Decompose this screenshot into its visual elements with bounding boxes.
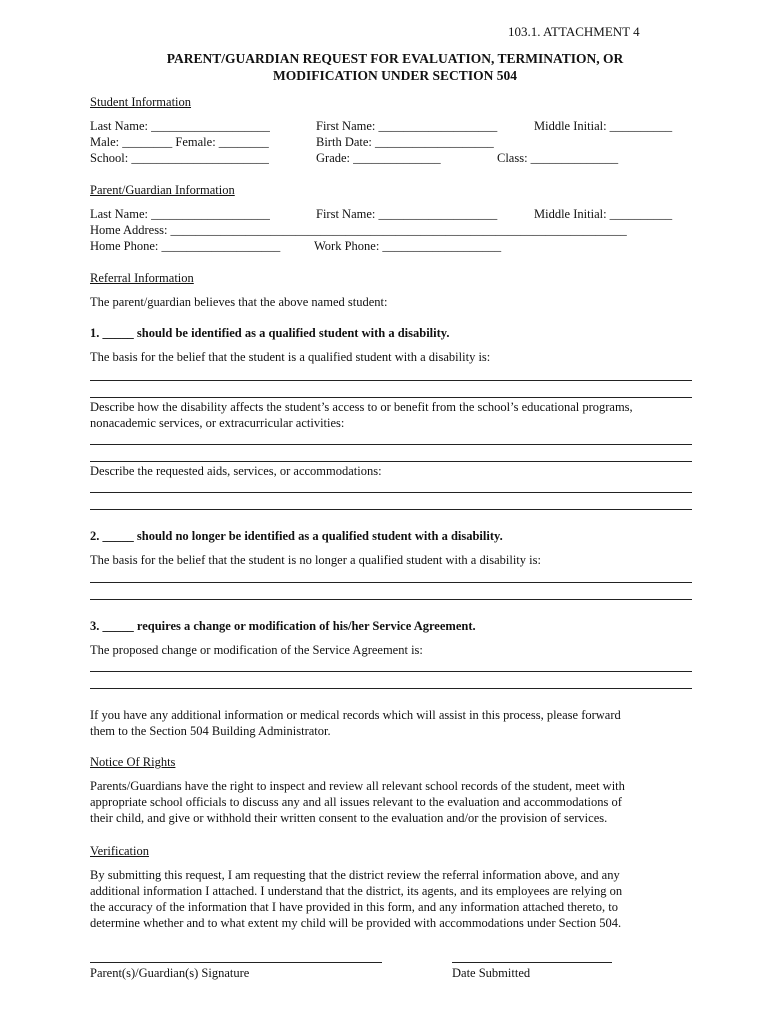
- item2-basis-prompt: The basis for the belief that the student is no longer a qualified student with a disability is:: [90, 553, 541, 567]
- item1-describe-prompt-line-2: nonacademic services, or extracurricular activities:: [90, 416, 345, 430]
- date-submitted-line[interactable]: [452, 962, 612, 963]
- guardian-middle-initial-field[interactable]: Middle Initial: __________: [534, 207, 673, 221]
- student-first-name-field[interactable]: First Name: ___________________: [316, 119, 498, 133]
- guardian-home-phone-field[interactable]: Home Phone: ___________________: [90, 239, 281, 253]
- rights-text-line-3: their child, and give or withhold their written consent to the evaluation and/or the provision of services.: [90, 811, 608, 825]
- student-class-field[interactable]: Class: ______________: [497, 151, 619, 165]
- referral-intro: The parent/guardian believes that the above named student:: [90, 295, 388, 309]
- guardian-info-heading: Parent/Guardian Information: [90, 183, 235, 197]
- guardian-work-phone-field[interactable]: Work Phone: ___________________: [314, 239, 502, 253]
- item2-basis-line-2[interactable]: [90, 599, 692, 600]
- signature-label: Parent(s)/Guardian(s) Signature: [90, 966, 250, 980]
- verification-text-line-4: determine whether and to what extent my child will be provided with accommodations under Section 504.: [90, 916, 622, 930]
- student-school-field[interactable]: School: ______________________: [90, 151, 269, 165]
- additional-info-line-1: If you have any additional information or medical records which will assist in this process, please forward: [90, 708, 621, 722]
- student-gender-field[interactable]: Male: ________ Female: ________: [90, 135, 269, 149]
- verification-text-line-1: By submitting this request, I am requesting that the district review the referral information above, and any: [90, 868, 620, 882]
- item3-proposed-line-1[interactable]: [90, 671, 692, 672]
- student-birth-date-field[interactable]: Birth Date: ___________________: [316, 135, 494, 149]
- item1-describe-prompt-line-1: Describe how the disability affects the student’s access to or benefit from the school’s educational programs,: [90, 400, 633, 414]
- item3-proposed-prompt: The proposed change or modification of the Service Agreement is:: [90, 643, 423, 657]
- date-submitted-label: Date Submitted: [452, 966, 531, 980]
- referral-item-2[interactable]: 2. _____ should no longer be identified as a qualified student with a disability.: [90, 529, 503, 543]
- student-middle-initial-field[interactable]: Middle Initial: __________: [534, 119, 673, 133]
- item1-basis-line-2[interactable]: [90, 397, 692, 398]
- attachment-label: 103.1. ATTACHMENT 4: [508, 24, 640, 39]
- item1-basis-line-1[interactable]: [90, 380, 692, 381]
- verification-text-line-2: additional information I attached. I understand that the district, its agents, and its employees are relying on: [90, 884, 623, 898]
- student-last-name-field[interactable]: Last Name: ___________________: [90, 119, 270, 133]
- rights-text-line-2: appropriate school officials to discuss any and all issues relevant to the evaluation and accommodations of: [90, 795, 622, 809]
- referral-info-heading: Referral Information: [90, 271, 194, 285]
- guardian-last-name-field[interactable]: Last Name: ___________________: [90, 207, 270, 221]
- item3-proposed-line-2[interactable]: [90, 688, 692, 689]
- form-title-line-1: PARENT/GUARDIAN REQUEST FOR EVALUATION, TERMINATION, OR: [166, 51, 624, 66]
- item1-aids-line-2[interactable]: [90, 509, 692, 510]
- referral-item-3[interactable]: 3. _____ requires a change or modification of his/her Service Agreement.: [90, 619, 476, 633]
- rights-text-line-1: Parents/Guardians have the right to inspect and review all relevant school records of the student, meet with: [90, 779, 625, 793]
- guardian-first-name-field[interactable]: First Name: ___________________: [316, 207, 498, 221]
- referral-item-1[interactable]: 1. _____ should be identified as a qualified student with a disability.: [90, 326, 450, 340]
- item1-describe-line-1[interactable]: [90, 444, 692, 445]
- student-info-heading: Student Information: [90, 95, 192, 109]
- verification-heading: Verification: [90, 844, 150, 858]
- item1-aids-line-1[interactable]: [90, 492, 692, 493]
- student-grade-field[interactable]: Grade: ______________: [316, 151, 441, 165]
- item1-describe-line-2[interactable]: [90, 461, 692, 462]
- form-title-line-2: MODIFICATION UNDER SECTION 504: [273, 68, 517, 83]
- signature-line[interactable]: [90, 962, 382, 963]
- additional-info-line-2: them to the Section 504 Building Administrator.: [90, 724, 331, 738]
- item1-aids-prompt: Describe the requested aids, services, or accommodations:: [90, 464, 382, 478]
- guardian-home-address-field[interactable]: Home Address: _________________________________________________________________________: [90, 223, 627, 237]
- item2-basis-line-1[interactable]: [90, 582, 692, 583]
- verification-text-line-3: the accuracy of the information that I have provided in this form, and any information attached thereto, to: [90, 900, 618, 914]
- item1-basis-prompt: The basis for the belief that the student is a qualified student with a disability is:: [90, 350, 491, 364]
- notice-of-rights-heading: Notice Of Rights: [90, 755, 176, 769]
